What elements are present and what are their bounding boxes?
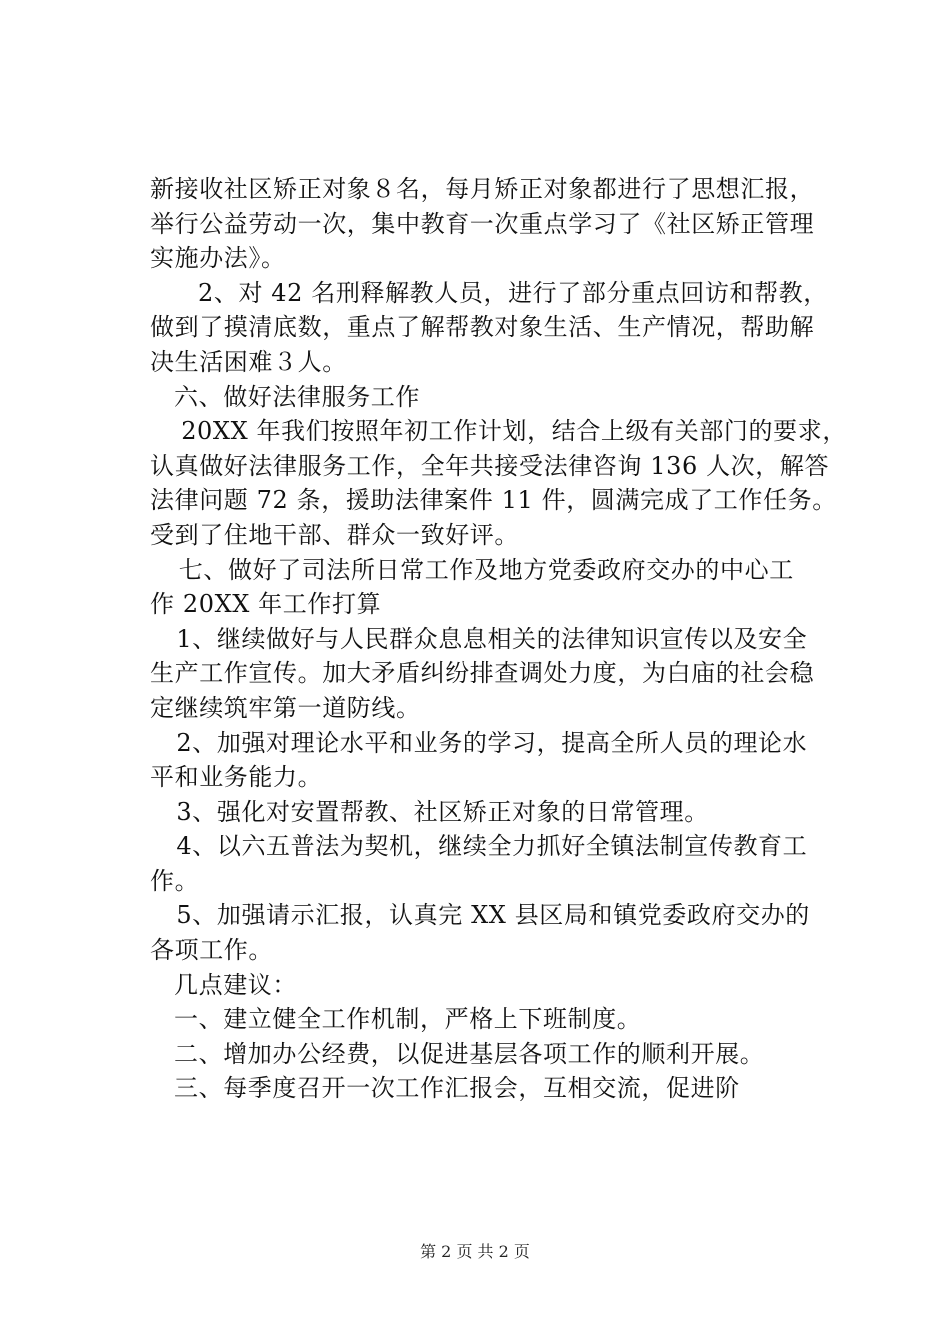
paragraph-line: 几点建议： <box>174 970 297 999</box>
paragraph-line: 举行公益劳动一次，集中教育一次重点学习了《社区矫正管理 <box>150 209 815 238</box>
paragraph-line: 20XX 年我们按照年初工作计划，结合上级有关部门的要求， <box>181 417 847 446</box>
page-footer: 第 2 页 共 2 页 <box>420 1242 530 1261</box>
paragraph-line: 二、增加办公经费，以促进基层各项工作的顺利开展。 <box>174 1039 765 1068</box>
paragraph-line: 各项工作。 <box>150 936 273 965</box>
paragraph-line: 做到了摸清底数，重点了解帮教对象生活、生产情况，帮助解 <box>150 313 815 342</box>
paragraph-line: 法律问题 72 条，援助法律案件 11 件，圆满完成了工作任务。 <box>150 486 837 515</box>
paragraph-line: 受到了住地干部、群众一致好评。 <box>150 520 519 549</box>
paragraph-line: 2、对 42 名刑释解教人员，进行了部分重点回访和帮教， <box>198 278 828 307</box>
paragraph-line: 生产工作宣传。加大矛盾纠纷排查调处力度，为白庙的社会稳 <box>150 659 815 688</box>
paragraph-line: 一、建立健全工作机制，严格上下班制度。 <box>174 1005 642 1034</box>
paragraph-line: 2、加强对理论水平和业务的学习，提高全所人员的理论水 <box>176 728 808 757</box>
paragraph-line: 平和业务能力。 <box>150 763 323 792</box>
paragraph-line: 5、加强请示汇报，认真完 XX 县区局和镇党委政府交办的 <box>176 901 810 930</box>
paragraph-line: 新接收社区矫正对象８名，每月矫正对象都进行了思想汇报， <box>150 175 815 203</box>
paragraph-line: 定继续筑牢第一道防线。 <box>150 693 421 722</box>
paragraph-line: 六、做好法律服务工作 <box>174 382 420 411</box>
paragraph-line: 实施办法》。 <box>150 244 286 273</box>
paragraph-line: 三、每季度召开一次工作汇报会，互相交流，促进阶 <box>174 1074 740 1103</box>
paragraph-line: 1、继续做好与人民群众息息相关的法律知识宣传以及安全 <box>176 624 808 653</box>
paragraph-line: 认真做好法律服务工作，全年共接受法律咨询 136 人次，解答 <box>150 451 830 480</box>
paragraph-line: 决生活困难３人。 <box>150 347 347 376</box>
paragraph-line: 4、以六五普法为契机，继续全力抓好全镇法制宣传教育工 <box>176 832 808 861</box>
document-body <box>150 172 847 1106</box>
paragraph-line: 作 20XX 年工作打算 <box>150 590 382 619</box>
paragraph-line: 七、做好了司法所日常工作及地方党委政府交办的中心工 <box>178 555 794 584</box>
paragraph-line: 作。 <box>150 866 200 895</box>
paragraph-line: 3、强化对安置帮教、社区矫正对象的日常管理。 <box>176 797 709 826</box>
